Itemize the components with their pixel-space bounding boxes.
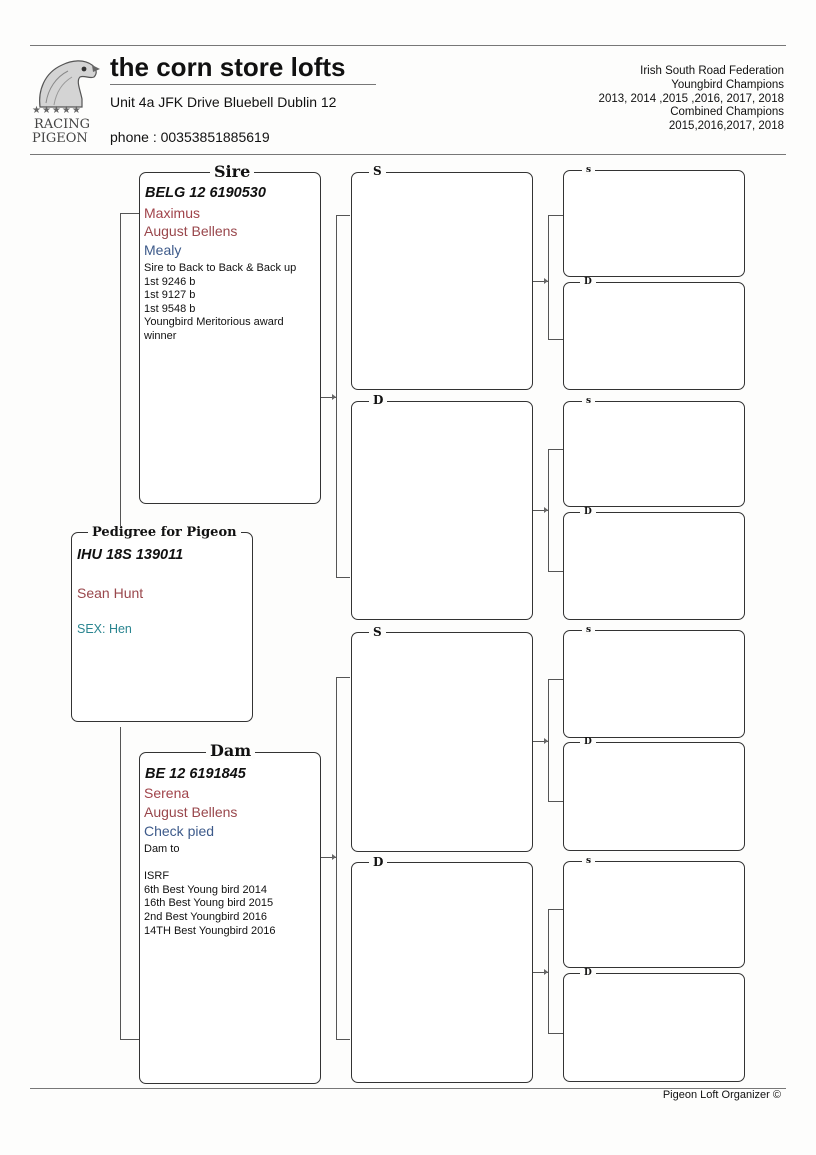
connector-arrow	[544, 278, 548, 284]
dam-dam-label: D	[369, 856, 387, 868]
connector	[120, 727, 121, 1040]
ggp-card-1[interactable]	[563, 170, 745, 277]
connector	[548, 215, 549, 339]
pigeon-head-icon	[32, 55, 102, 110]
sire-dam-card[interactable]	[351, 401, 533, 620]
sire-sire-label: S	[369, 165, 386, 177]
connector	[336, 1039, 350, 1040]
loft-name: the corn store lofts	[110, 52, 346, 82]
ggp-label-6: D	[580, 738, 596, 747]
dam-card[interactable]	[139, 752, 321, 1084]
achievement-line: 2013, 2014 ,2015 ,2016, 2017, 2018	[598, 92, 784, 105]
connector	[120, 213, 121, 531]
connector	[548, 909, 563, 910]
sire-breeder: August Bellens	[144, 223, 238, 239]
connector	[336, 677, 337, 1039]
connector	[548, 339, 563, 340]
connector	[548, 1033, 563, 1034]
ggp-card-5[interactable]	[563, 630, 745, 738]
connector	[548, 909, 549, 1033]
dam-sire-card[interactable]	[351, 632, 533, 852]
achievement-line: 2015,2016,2017, 2018	[668, 120, 784, 133]
connector-arrow	[544, 738, 548, 744]
ggp-card-7[interactable]	[563, 861, 745, 968]
achievement-line: Irish South Road Federation	[640, 65, 784, 77]
logo-stars: ★★★★★	[32, 105, 82, 116]
loft-name-underline	[110, 84, 376, 85]
loft-address: Unit 4a JFK Drive Bluebell Dublin 12	[110, 94, 337, 110]
ggp-card-8[interactable]	[563, 973, 745, 1082]
dam-notes: Dam to ISRF 6th Best Young bird 2014 16th Best Young bird 2015 2nd Best Youngbird 2016 14TH Best Youngbird 2016	[144, 843, 276, 937]
pigeon-card[interactable]	[71, 532, 253, 722]
dam-ring: BE 12 6191845	[145, 766, 246, 782]
ggp-label-3: s	[582, 397, 595, 406]
sire-sire-card[interactable]	[351, 172, 533, 390]
dam-name: Serena	[144, 785, 190, 801]
top-rule	[30, 45, 786, 46]
dam-colour: Check pied	[144, 823, 215, 839]
pigeon-ring: IHU 18S 139011	[77, 547, 184, 563]
connector	[336, 215, 350, 216]
ggp-label-2: D	[580, 278, 596, 287]
ggp-label-1: s	[582, 166, 595, 175]
connector	[548, 679, 549, 801]
logo-text-pigeon: PIGEON	[32, 131, 88, 146]
connector	[120, 213, 140, 214]
ggp-card-6[interactable]	[563, 742, 745, 851]
dam-sire-label: S	[369, 626, 386, 638]
sire-dam-label: D	[369, 394, 387, 406]
connector	[548, 679, 563, 680]
ggp-card-4[interactable]	[563, 512, 745, 620]
sire-card[interactable]	[139, 172, 321, 504]
connector	[336, 577, 350, 578]
connector	[548, 449, 549, 571]
header-bottom-rule	[30, 154, 786, 155]
connector	[548, 571, 563, 572]
connector	[336, 215, 337, 577]
ggp-card-3[interactable]	[563, 401, 745, 507]
connector	[548, 801, 563, 802]
dam-breeder: August Bellens	[144, 804, 238, 820]
logo-text-racing: RACING	[34, 117, 91, 132]
pigeon-owner: Sean Hunt	[77, 585, 144, 601]
ggp-label-7: s	[582, 857, 595, 866]
connector	[336, 677, 350, 678]
dam-dam-card[interactable]	[351, 862, 533, 1083]
connector-arrow	[544, 507, 548, 513]
ggp-card-2[interactable]	[563, 282, 745, 390]
pigeon-label: Pedigree for Pigeon	[88, 526, 241, 539]
sire-name: Maximus	[144, 205, 201, 221]
racing-pigeon-logo	[32, 55, 102, 147]
connector	[120, 1039, 140, 1040]
achievement-line: Combined Champions	[670, 106, 784, 119]
sire-notes: Sire to Back to Back & Back up 1st 9246 b 1st 9127 b 1st 9548 b Youngbird Meritorious award winner	[144, 262, 297, 342]
footer-credit: Pigeon Loft Organizer ©	[662, 1089, 781, 1101]
achievements	[599, 65, 784, 134]
ggp-label-8: D	[580, 969, 596, 978]
connector-arrow	[544, 969, 548, 975]
achievement-line: Youngbird Champions	[671, 78, 784, 91]
connector-arrow	[332, 854, 336, 860]
ggp-label-4: D	[580, 508, 596, 517]
connector-arrow	[332, 394, 336, 400]
loft-phone: phone : 00353851885619	[110, 129, 270, 145]
pigeon-sex: SEX: Hen	[77, 622, 132, 636]
ggp-label-5: s	[582, 626, 595, 635]
sire-colour: Mealy	[144, 242, 182, 258]
connector	[548, 449, 563, 450]
sire-ring: BELG 12 6190530	[145, 185, 266, 201]
connector	[548, 215, 563, 216]
dam-label: Dam	[206, 743, 255, 759]
sire-label: Sire	[210, 164, 254, 180]
